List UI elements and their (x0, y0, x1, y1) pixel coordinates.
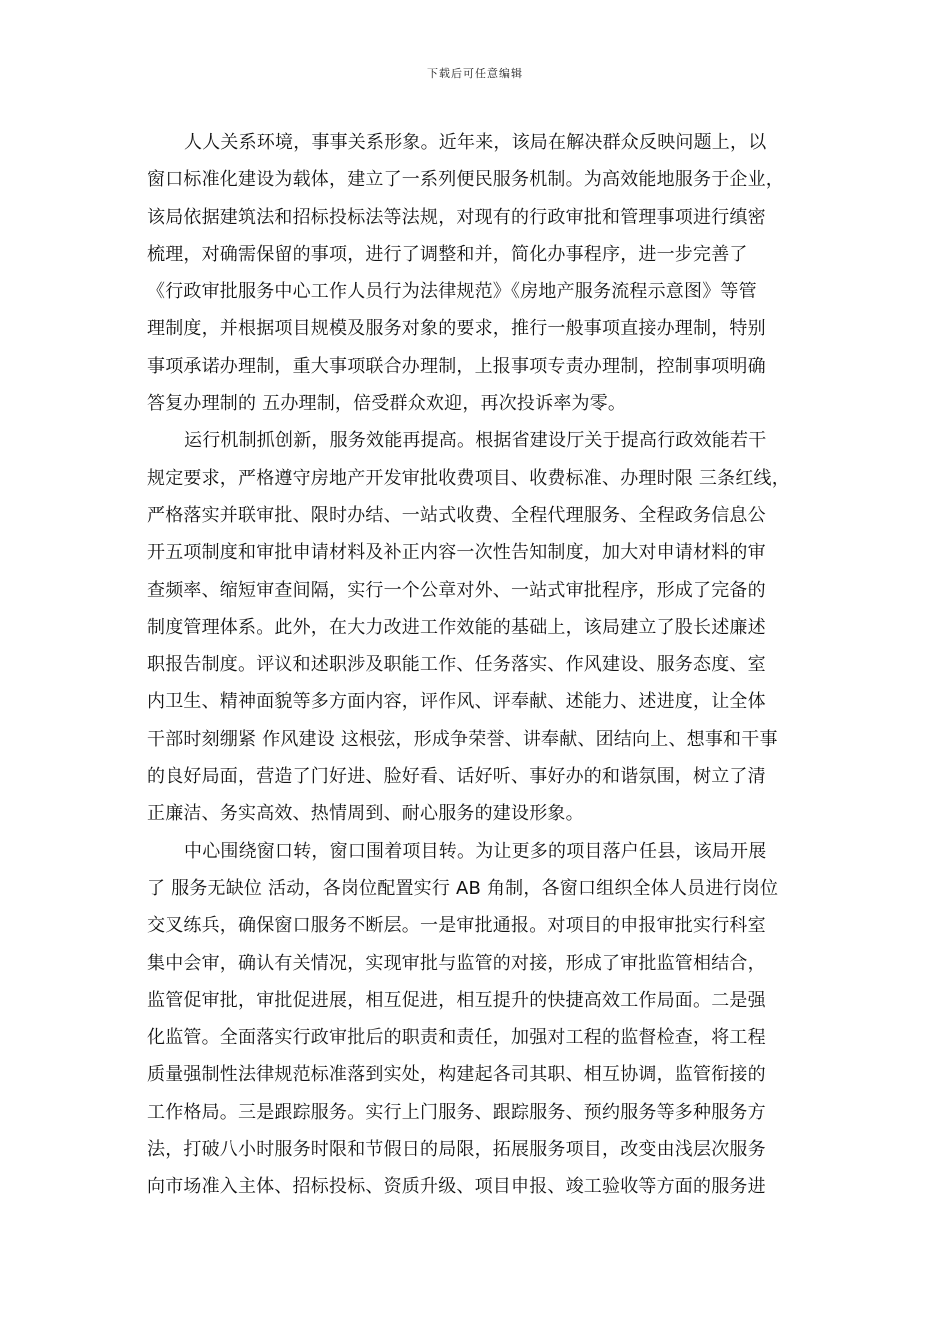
text-line: 正廉洁、务实高效、热情周到、耐心服务的建设形象。 (147, 803, 584, 825)
text-line: 严格落实并联审批、限时办结、一站式收费、全程代理服务、全程政务信息公 (147, 504, 766, 526)
text-line: 职报告制度。评议和述职涉及职能工作、任务落实、作风建设、服务态度、室 (147, 654, 766, 676)
text-line: 集中会审，确认有关情况，实现审批与监管的对接，形成了审批监管相结合， (147, 952, 766, 974)
text-line: 了 服务无缺位 活动，各岗位配置实行 AB 角制，各窗口组织全体人员进行岗位 (147, 877, 779, 899)
text-line: 内卫生、精神面貌等多方面内容，评作风、评奉献、述能力、述进度，让全体 (147, 691, 766, 713)
text-line: 制度管理体系。此外，在大力改进工作效能的基础上，该局建立了股长述廉述 (147, 616, 766, 638)
text-line: 该局依据建筑法和招标投标法等法规，对现有的行政审批和管理事项进行缜密 (147, 206, 766, 228)
text-line: 理制度，并根据项目规模及服务对象的要求，推行一般事项直接办理制，特别 (147, 318, 766, 340)
text-line: 事项承诺办理制，重大事项联合办理制，上报事项专责办理制，控制事项明确 (147, 355, 766, 377)
text-line: 质量强制性法律规范标准落到实处，构建起各司其职、相互协调，监管衔接的 (147, 1064, 766, 1086)
paragraph-2 (147, 422, 817, 832)
text-line: 交叉练兵，确保窗口服务不断层。一是审批通报。对项目的申报审批实行科室 (147, 915, 766, 937)
text-line: 工作格局。三是跟踪服务。实行上门服务、跟踪服务、预约服务等多种服务方 (147, 1101, 766, 1123)
text-line: 监管促审批，审批促进展，相互促进，相互提升的快捷高效工作局面。二是强 (147, 989, 766, 1011)
text-line: 法，打破八小时服务时限和节假日的局限，拓展服务项目，改变由浅层次服务 (147, 1139, 766, 1161)
text-line: 答复办理制的 五办理制，倍受群众欢迎，再次投诉率为零。 (147, 393, 627, 415)
text-line: 《行政审批服务中心工作人员行为法律规范》《房地产服务流程示意图》等管 (147, 281, 757, 303)
paragraph-1 (147, 124, 817, 422)
text-line: 窗口标准化建设为载体，建立了一系列便民服务机制。为高效能地服务于企业， (147, 169, 784, 191)
text-line: 中心围绕窗口转，窗口围着项目转。为让更多的项目落户任县，该局开展 (184, 840, 767, 862)
text-line: 运行机制抓创新，服务效能再提高。根据省建设厅关于提高行政效能若干 (184, 430, 767, 452)
text-line: 开五项制度和审批申请材料及补正内容一次性告知制度，加大对申请材料的审 (147, 542, 766, 564)
document-body (147, 124, 817, 1206)
text-line: 向市场准入主体、招标投标、资质升级、项目申报、竣工验收等方面的服务进 (147, 1176, 766, 1198)
page-header: 下载后可任意编辑 (427, 67, 523, 80)
text-line: 化监管。全面落实行政审批后的职责和责任，加强对工程的监督检查，将工程 (147, 1027, 766, 1049)
text-line: 的良好局面，营造了门好进、脸好看、话好听、事好办的和谐氛围，树立了清 (147, 766, 766, 788)
text-line: 人人关系环境，事事关系形象。近年来，该局在解决群众反映问题上，以 (184, 132, 767, 153)
paragraph-3 (147, 833, 817, 1206)
text-line: 干部时刻绷紧 作风建设 这根弦，形成争荣誉、讲奉献、团结向上、想事和干事 (147, 728, 778, 750)
text-line: 梳理，对确需保留的事项，进行了调整和并，简化办事程序，进一步完善了 (147, 243, 748, 265)
text-line: 查频率、缩短审查间隔，实行一个公章对外、一站式审批程序，形成了完备的 (147, 579, 766, 601)
text-line: 规定要求，严格遵守房地产开发审批收费项目、收费标准、办理时限 三条红线， (147, 467, 790, 489)
